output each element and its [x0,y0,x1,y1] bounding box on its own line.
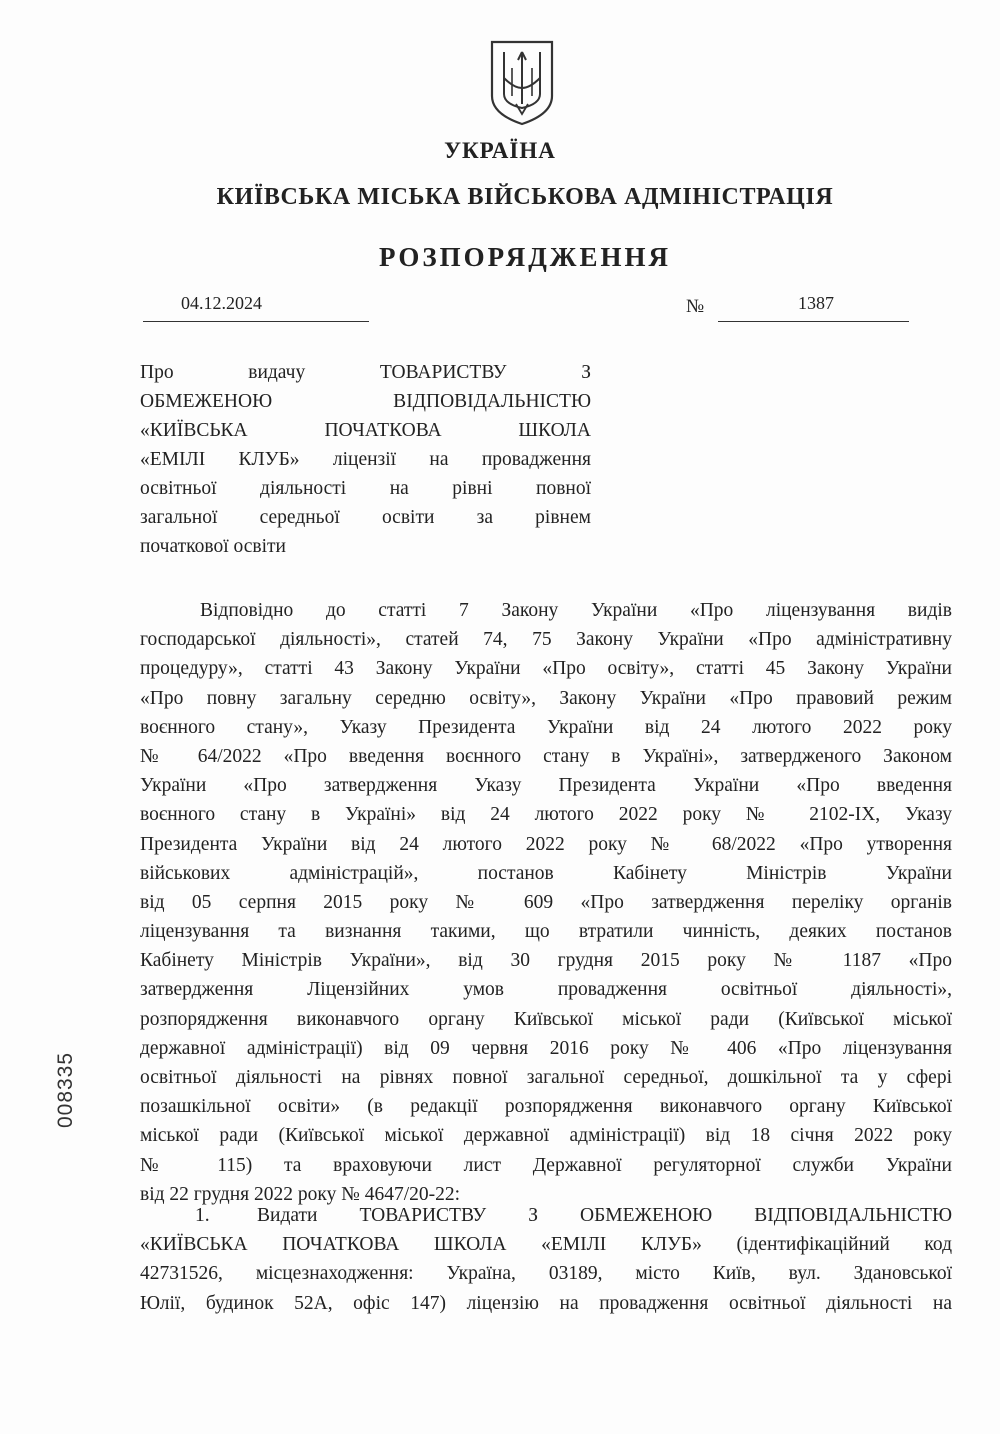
subject-block [140,358,591,561]
body-line: освітньої діяльності на рівнях повної загальної середньої, дошкільної та у сфері [140,1067,952,1088]
item-text: Видати ТОВАРИСТВУ З ОБМЕЖЕНОЮ ВІДПОВІДАЛЬНІСТЮ [257,1205,952,1226]
body-line: воєнного стану», Указу Президента України від 24 лютого 2022 року [140,716,952,738]
date-field [143,291,369,322]
body-line: процедуру», статті 43 Закону України «Про освіту», статті 45 Закону України [140,658,952,680]
body-line: ліцензування та визнання такими, що втратили чинність, деяких постанов [140,921,952,943]
body-line: від 05 серпня 2015 року № 609 «Про затвердження переліку органів [140,891,952,913]
body-line: військових адміністрацій», постанов Кабінету Міністрів України [140,862,952,884]
body-line: міської ради (Київської міської державної адміністрації) від 18 січня 2022 року [140,1125,952,1147]
body-line: Кабінету Міністрів України», від 30 грудня 2015 року № 1187 «Про [140,950,952,972]
order-item-1 [140,1201,952,1318]
document-number: 1387 [798,293,834,313]
subject-line: початкової освіти [140,536,286,557]
body-line: Відповідно до статті 7 Закону України «Про ліцензування видів [200,600,952,621]
subject-line: освітньої діяльності на рівні повної [140,478,591,499]
preamble-paragraph [140,596,952,1209]
body-line: розпорядження виконавчого органу Київської міської ради (Київської міської [140,1008,952,1030]
body-line: Президента України від 24 лютого 2022 року № 68/2022 «Про утворення [140,833,952,855]
item-line [140,1201,952,1230]
subject-line: «КИЇВСЬКА ПОЧАТКОВА ШКОЛА [140,420,591,441]
subject-line: ОБМЕЖЕНОЮ ВІДПОВІДАЛЬНІСТЮ [140,391,591,412]
body-line: № 115) та враховуючи лист Державної регуляторної служби України [140,1154,952,1176]
body-line: воєнного стану в Україні» від 24 лютого 2022 року № 2102-IX, Указу [140,804,952,826]
item-number: 1. [195,1205,210,1226]
item-line: Юлії, будинок 52А, офіс 147) ліцензію на провадження освітньої діяльності на [140,1292,952,1314]
body-line: № 64/2022 «Про введення воєнного стану в Україні», затвердженого Законом [140,745,952,767]
body-line: від 22 грудня 2022 року № 4647/20-22: [140,1183,461,1205]
side-registration-stamp: 008335 [54,1051,78,1129]
document-date: 04.12.2024 [181,293,262,313]
body-line: господарської діяльності», статей 74, 75 Закону України «Про адміністративну [140,629,952,651]
item-line: «КИЇВСЬКА ПОЧАТКОВА ШКОЛА «ЕМІЛІ КЛУБ» (ідентифікаційний код [140,1234,952,1256]
body-line: державної адміністрації) від 09 червня 2016 року № 406 «Про ліцензування [140,1037,952,1059]
organization-heading: КИЇВСЬКА МІСЬКА ВІЙСЬКОВА АДМІНІСТРАЦІЯ [216,184,834,210]
document-type-heading: РОЗПОРЯДЖЕННЯ [378,242,672,272]
trident-coat-of-arms-icon [488,38,556,126]
body-line: України «Про затвердження Указу Президента України «Про введення [140,775,952,797]
subject-line: «ЕМІЛІ КЛУБ» ліцензії на провадження [140,449,591,470]
subject-line: загальної середньої освіти за рівнем [140,507,591,528]
number-sign: № [686,296,705,317]
number-field [718,291,909,322]
body-line: затвердження Ліцензійних умов провадження освітньої діяльності», [140,979,952,1001]
country-heading: УКРАЇНА [444,138,556,163]
body-line: позашкільної освіти» (в редакції розпорядження виконавчого органу Київської [140,1096,952,1118]
body-line: «Про повну загальну середню освіту», Закону України «Про правовий режим [140,687,952,709]
item-line: 42731526, місцезнаходження: Україна, 03189, місто Київ, вул. Здановської [140,1263,952,1285]
subject-line: Про видачу ТОВАРИСТВУ З [140,362,591,383]
